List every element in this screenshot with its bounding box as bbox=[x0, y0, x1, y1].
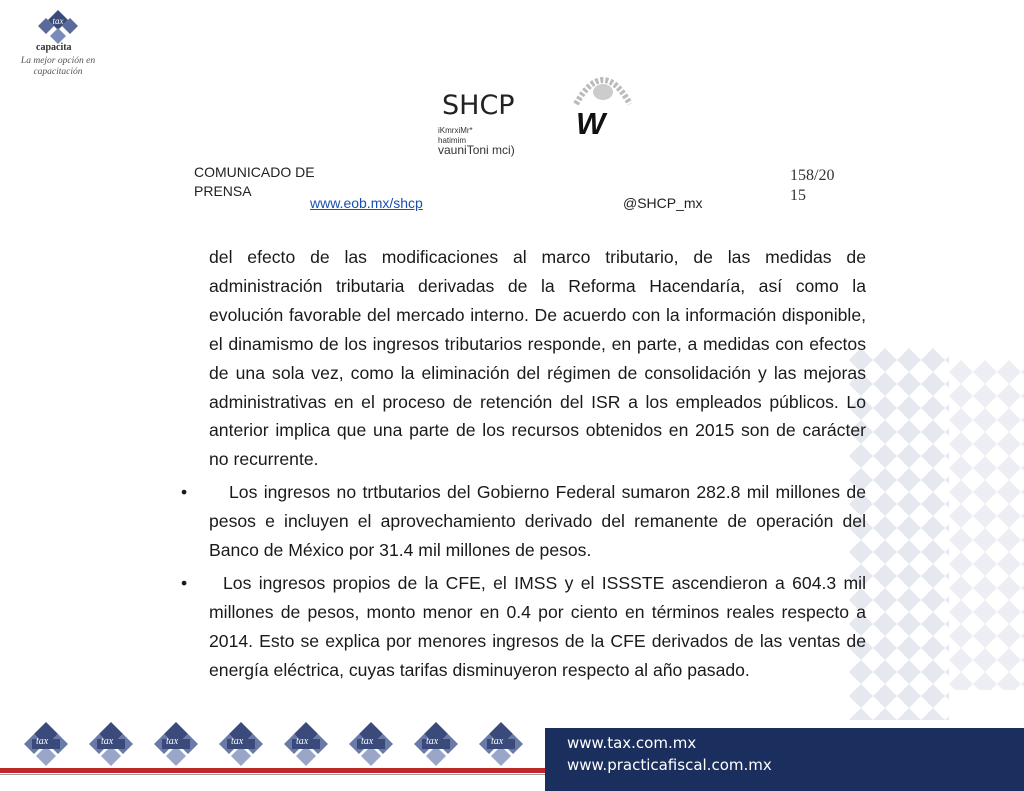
footer-logo-label: tax bbox=[231, 736, 244, 747]
footer-logo-label: tax bbox=[36, 736, 49, 747]
svg-text:tax: tax bbox=[52, 16, 64, 26]
footer-logo-label: tax bbox=[426, 736, 439, 747]
agency-subtext-1: iKmrxiMr* bbox=[438, 126, 473, 135]
press-release-body bbox=[181, 243, 866, 685]
footer-links bbox=[567, 732, 772, 776]
bullet-icon: • bbox=[181, 482, 188, 503]
logo-slogan: La mejor opción en capacitación bbox=[20, 56, 96, 77]
background-lattice-edge bbox=[949, 360, 1024, 690]
bullet-text-1: Los ingresos no trtbutarios del Gobierno Federal sumaron 282.8 mil millones de pesos e incluyen el aprovechamiento derivado del remanente de operación del Banco de México por 31.4 mil millones de pesos. bbox=[209, 482, 866, 561]
footer-divider bbox=[0, 774, 545, 775]
bullet-item-1 bbox=[181, 478, 866, 565]
bullet-text-2: Los ingresos propios de la CFE, el IMSS y el ISSSTE ascendieron a 604.3 mil millones de pesos, monto menor en 0.4 por ciento en términos reales respecto a 2014. Esto se explica por menores ingresos de la CFE derivados de las ventas de energía eléctrica, cuyas tarifas disminuyeron respecto al año pasado. bbox=[209, 572, 866, 680]
twitter-handle: @SHCP_mx bbox=[623, 195, 703, 211]
footer-logo-label: tax bbox=[101, 736, 114, 747]
footer-logo-labels bbox=[18, 736, 538, 750]
agency-subtext-3: vauniToni mci) bbox=[438, 143, 515, 157]
bullet-icon: • bbox=[181, 572, 188, 593]
agency-subtext-2: hatimim bbox=[438, 136, 467, 145]
website-link[interactable]: www.eob.mx/shcp bbox=[310, 195, 423, 211]
agency-title: SHCP bbox=[442, 90, 515, 121]
footer-logo-label: tax bbox=[361, 736, 374, 747]
bullet-item-2 bbox=[181, 569, 866, 685]
footer-logo-label: tax bbox=[166, 736, 179, 747]
national-seal-icon bbox=[572, 66, 634, 108]
document-type: COMUNICADO DE PRENSA bbox=[194, 164, 315, 199]
footer-logo-label: tax bbox=[491, 736, 504, 747]
body-paragraph: del efecto de las modificaciones al marco tributario, de las medidas de administración tributaria derivadas de la Reforma Hacendaría, así como la evolución favorable del mercado interno. De acuerdo con la información disponible, el dinamismo de los ingresos tributarios responde, en parte, a medidas con efectos de una sola vez, como la eliminación del régimen de consolidación y las mejoras administrativas en el proceso de retención del ISR a los empleados públicos. Lo anterior implica que una parte de los recursos obtenidos en 2015 son de carácter no recurrente. bbox=[209, 247, 866, 470]
footer-link-tax[interactable]: www.tax.com.mx bbox=[567, 734, 697, 752]
footer-red-band bbox=[0, 768, 545, 773]
press-release-number: 158/2015 bbox=[790, 167, 835, 204]
seal-letter: W bbox=[576, 106, 606, 141]
footer-link-practicafiscal[interactable]: www.practicafiscal.com.mx bbox=[567, 756, 772, 774]
footer-logo-label: tax bbox=[296, 736, 309, 747]
logo-brand: capacita bbox=[36, 42, 72, 53]
